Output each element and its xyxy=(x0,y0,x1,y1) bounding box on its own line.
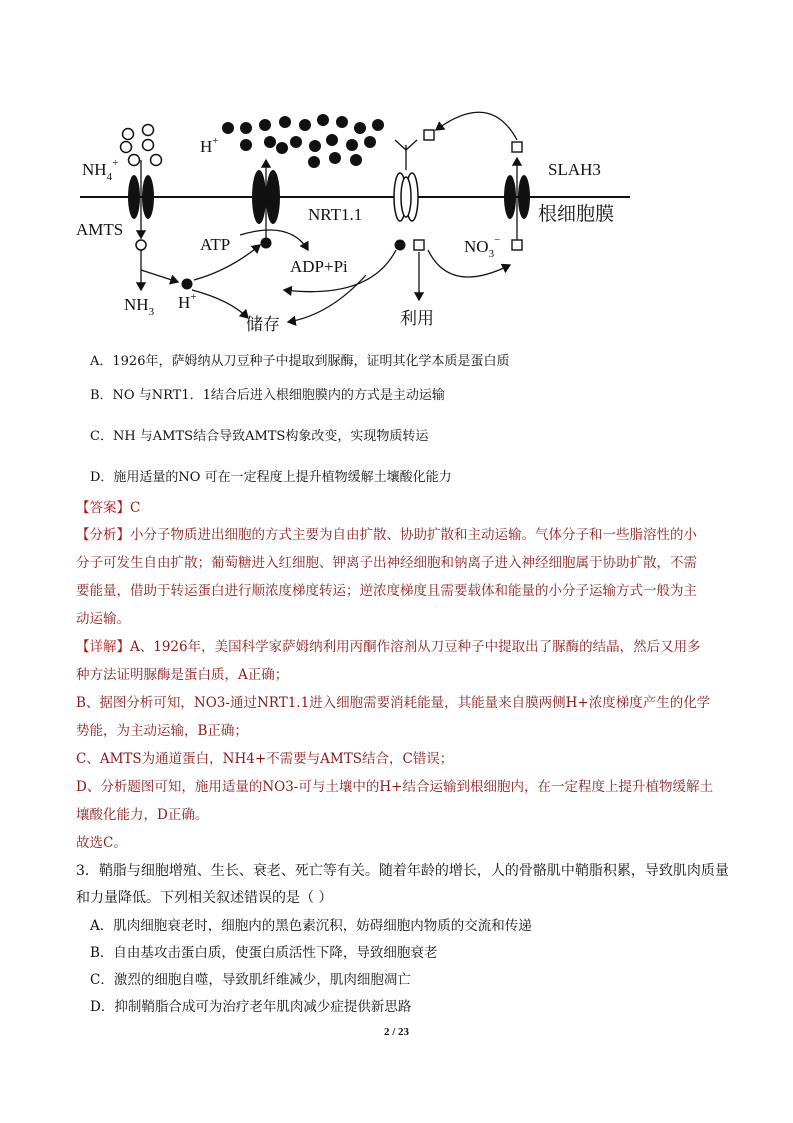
detail-line-6: D、分析题图可知，施用适量的NO3-可与土壤中的H+结合运输到根细胞内，在一定程度上提升植物缓解土 xyxy=(76,779,713,795)
h-top-label: H+ xyxy=(200,135,219,156)
analysis-line-2: 分子可发生自由扩散；葡萄糖进入红细胞、钾离子出神经细胞和钠离子进入神经细胞属于协助扩散，不需 xyxy=(76,555,697,571)
detail-line-5: C、AMTS为通道蛋白，NH4+不需要与AMTS结合，C错误； xyxy=(76,751,454,767)
nh4-label: $NH_4^+$ xyxy=(82,157,119,183)
question3-line-2: 和力量降低。下列相关叙述错误的是（ ） xyxy=(76,890,333,906)
h-inside-dot xyxy=(182,279,193,290)
membrane-label: 根细胞膜 xyxy=(538,204,615,225)
analysis-line-4: 动运输。 xyxy=(76,611,130,627)
analysis-line-3: 要能量，借助于转运蛋白进行顺浓度梯度转运；逆浓度梯度且需要载体和能量的小分子运输方式一般为主 xyxy=(76,583,697,599)
q3-option-d: D．抑制鞘脂合成可为治疗老年肌肉减少症提供新思路 xyxy=(90,999,412,1015)
amts-label: AMTS xyxy=(76,220,124,239)
storage-label: 储存 xyxy=(246,315,280,334)
nh4-molecules xyxy=(121,125,162,166)
option-a: A．1926年，萨姆纳从刀豆种子中提取到脲酶，证明其化学本质是蛋白质 xyxy=(90,354,510,369)
question3-line-1: 3．鞘脂与细胞增殖、生长、衰老、死亡等有关。随着年龄的增长，人的骨骼肌中鞘脂积累，导致肌肉质量 xyxy=(76,863,729,879)
option-d: D．施用适量的NO 可在一定程度上提升植物缓解土壤酸化能力 xyxy=(90,470,452,485)
detail-line-4: 势能，为主动运输，B正确； xyxy=(76,723,248,739)
atp-label: ATP xyxy=(200,235,231,254)
page-number: 2 / 23 xyxy=(383,1026,410,1038)
nrt-transporter xyxy=(394,173,418,221)
h-low-label: H+ xyxy=(178,291,197,312)
detail-line-7: 壤酸化能力，D正确。 xyxy=(76,807,209,823)
nh4-inside xyxy=(136,240,146,250)
q3-option-a: A．肌肉细胞衰老时，细胞内的黑色素沉积，妨碍细胞内物质的交流和传递 xyxy=(90,918,532,934)
detail-line-2: 种方法证明脲酶是蛋白质，A正确； xyxy=(76,667,289,683)
adp-label: ADP+Pi xyxy=(290,257,348,276)
nh3-label: $NH_3$ xyxy=(124,295,155,318)
answer: 【答案】C xyxy=(76,500,141,516)
use-label: 利用 xyxy=(400,309,434,328)
q3-option-c: C．激烈的细胞自噬，导致肌纤维减少，肌肉细胞凋亡 xyxy=(90,972,411,988)
nrt-label: NRT1.1 xyxy=(308,205,363,224)
h-plus-molecules xyxy=(222,114,384,168)
no3-label: $NO_3^-$ xyxy=(464,234,501,260)
membrane-transport-diagram xyxy=(70,100,670,340)
slah3-label: SLAH3 xyxy=(548,160,601,179)
q3-option-b: B．自由基攻击蛋白质，使蛋白质活性下降，导致细胞衰老 xyxy=(90,945,438,961)
detail-line-3: B、据图分析可知，NO3-通过NRT1.1进入细胞需要消耗能量，其能量来自膜两侧H+浓度梯度产生的化学 xyxy=(76,695,711,711)
detail-line-1: 【详解】A、1926年，美国科学家萨姆纳利用丙酮作溶剂从刀豆种子中提取出了脲酶的结晶，然后又用多 xyxy=(76,639,701,655)
detail-line-8: 故选C。 xyxy=(76,835,127,851)
analysis-line-1: 【分析】小分子物质进出细胞的方式主要为自由扩散、协助扩散和主动运输。气体分子和一些脂溶性的小 xyxy=(76,527,697,543)
option-b: B．NO 与NRT1．1结合后进入根细胞膜内的方式是主动运输 xyxy=(90,388,445,403)
option-c: C．NH 与AMTS结合导致AMTS构象改变，实现物质转运 xyxy=(90,429,429,444)
